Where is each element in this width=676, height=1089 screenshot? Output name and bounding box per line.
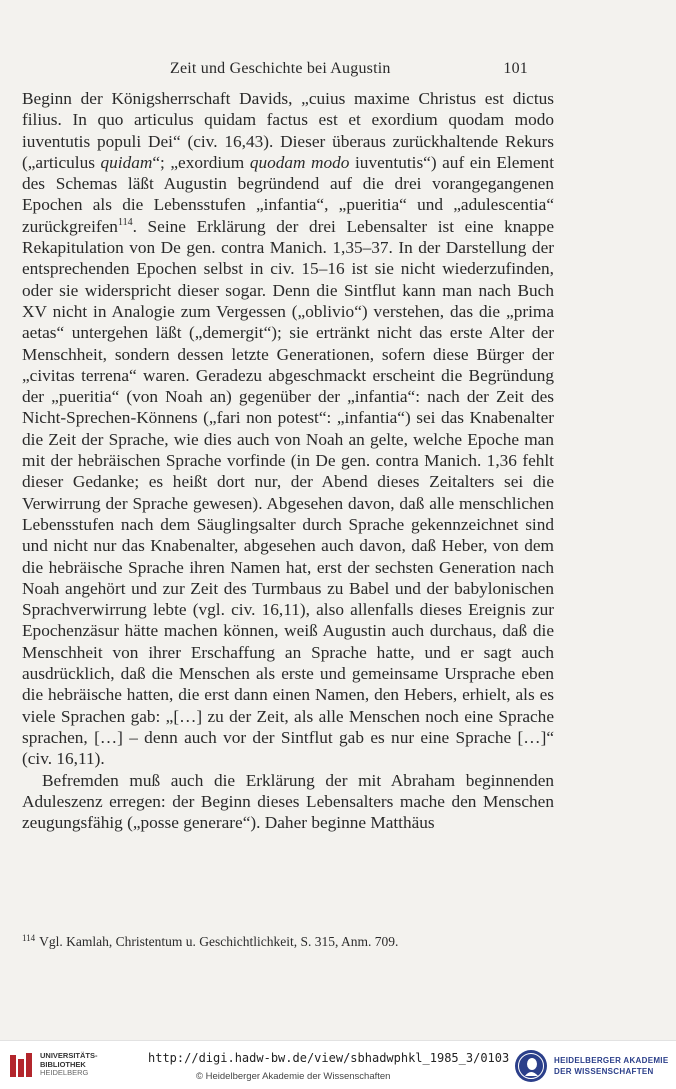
university-library-logo[interactable] <box>6 1049 126 1083</box>
copyright-notice: © Heidelberger Akademie der Wissenschaften <box>196 1071 391 1082</box>
academy-logo[interactable] <box>514 1049 670 1083</box>
italic-term: quodam modo <box>249 152 350 172</box>
ub-line-3: HEIDELBERG <box>40 1068 89 1077</box>
page-number: 101 <box>503 60 528 77</box>
haw-line-1: HEIDELBERGER AKADEMIE <box>554 1056 669 1065</box>
running-head <box>0 60 676 82</box>
text-run: Befremden muß auch die Erklärung der mit Abraham beginnenden Aduleszenz erregen: der Beginn dieses Lebensalters mache den Menschen zeugungsfähig („posse generare“). Daher beginne Matthäus <box>22 770 554 833</box>
text-run: Beginn der Königsherrschaft Davids, „cuius maxime Christus est dictus filius. In quo articulus quidam factus est et exordium quodam modo iuventutis populi Dei“ (civ. 16,43). Dieser überaus zurückhaltende Rekurs („articulus <box>22 89 554 172</box>
text-run: “; „exordium <box>152 152 250 172</box>
academy-wordmark <box>554 1055 668 1077</box>
haw-line-2: DER WISSENSCHAFTEN <box>554 1067 654 1076</box>
text-run: iuventutis“) auf ein Element des Schemas läßt Augustin begründend auf die drei vorangegangenen Epochen als die Lebensstufen „infantia“, „pueritia“ und „adulescentia“ zurückgreifen <box>22 152 554 236</box>
paragraph <box>22 770 554 834</box>
footnote <box>22 930 554 950</box>
academy-medal-icon <box>514 1049 548 1083</box>
viewer-footer <box>0 1040 676 1089</box>
university-library-wordmark <box>40 1052 98 1078</box>
text-run: . Seine Erklärung der drei Lebensalter ist eine knappe Rekapitulation von De gen. contra Manich. 1,35–37. In der Darstellung der entsprechenden Epochen selbst in civ. 15–16 ist sie nicht wiederzufinden, oder sie widerspricht dieser sogar. Denn die Sintflut kann man nach Buch XV nicht in Analogie zum Vergessen („oblivio“) verstehen, das die „prima aetas“ untergehen läßt („demergit“); sie ertränkt nicht das erste Alter der Menschheit, sondern dessen letzte Generationen, sofern diese Bürger der „civitas terrena“ waren. Geradezu abgeschmackt erscheint die Begründung der „pueritia“ (von Noah an) gegenüber der „infantia“: nach der Zeit des Nicht-Sprechen-Könnens („fari non potest“: „infantia“) sei das Knabenalter die Zeit der Sprache, wie dies auch von Noah an gelte, welche Epoche man mit der hebräischen Sprache vorfinde (in De gen. contra Manich. 1,36 fehlt dieser Gedanke; es heißt dort nur, der Abend dieses Zeitalters sei die Verwirrung der Sprache gewesen). Abgesehen davon, daß alle menschlichen Lebensstufen nach dem Säuglingsalter durch Sprache gekennzeichnet sind und nicht nur das Knabenalter, abgesehen auch davon, daß Heber, von dem die hebräische Sprache ihren Namen hat, erst der sechsten Generation nach Noah angehört und zur Zeit des Turmbaus zu Babel und der babylonischen Sprachverwirrung lebte (vgl. civ. 16,11), also allenfalls dieses Ereignis zur Epochenzäsur hätte machen können, weiß Augustin auch durchaus, daß die Menschheit von ihrer Erschaffung an Sprache hatte, und er sagt auch ausdrücklich, daß die Menschen als erste und gemeinsame Ursprache eben die hebräische hatten, die erst dann einen Namen, den Hebers, erhielt, als es viele Sprachen gab: „[…] zu der Zeit, als alle Menschen noch eine Sprache sprachen, […] – denn auch vor der Sintflut gab es nur eine Sprache […]“ (civ. 16,11). <box>22 216 554 769</box>
running-title: Zeit und Geschichte bei Augustin <box>170 60 391 77</box>
university-library-emblem-icon <box>8 1051 36 1079</box>
italic-term: quidam <box>100 152 153 172</box>
paragraph <box>22 88 554 770</box>
ub-line-2: BIBLIOTHEK <box>40 1059 86 1069</box>
footnote-ref[interactable]: 114 <box>117 217 133 229</box>
body-text <box>22 88 554 833</box>
footnote-number: 114 <box>22 933 36 943</box>
ub-line-1: UNIVERSITÄTS- <box>40 1051 98 1060</box>
permalink-url[interactable]: http://digi.hadw-bw.de/view/sbhadwphkl_1985_3/0103 <box>148 1051 510 1065</box>
footnote-text: Vgl. Kamlah, Christentum u. Geschichtlichkeit, S. 315, Anm. 709. <box>39 934 399 949</box>
